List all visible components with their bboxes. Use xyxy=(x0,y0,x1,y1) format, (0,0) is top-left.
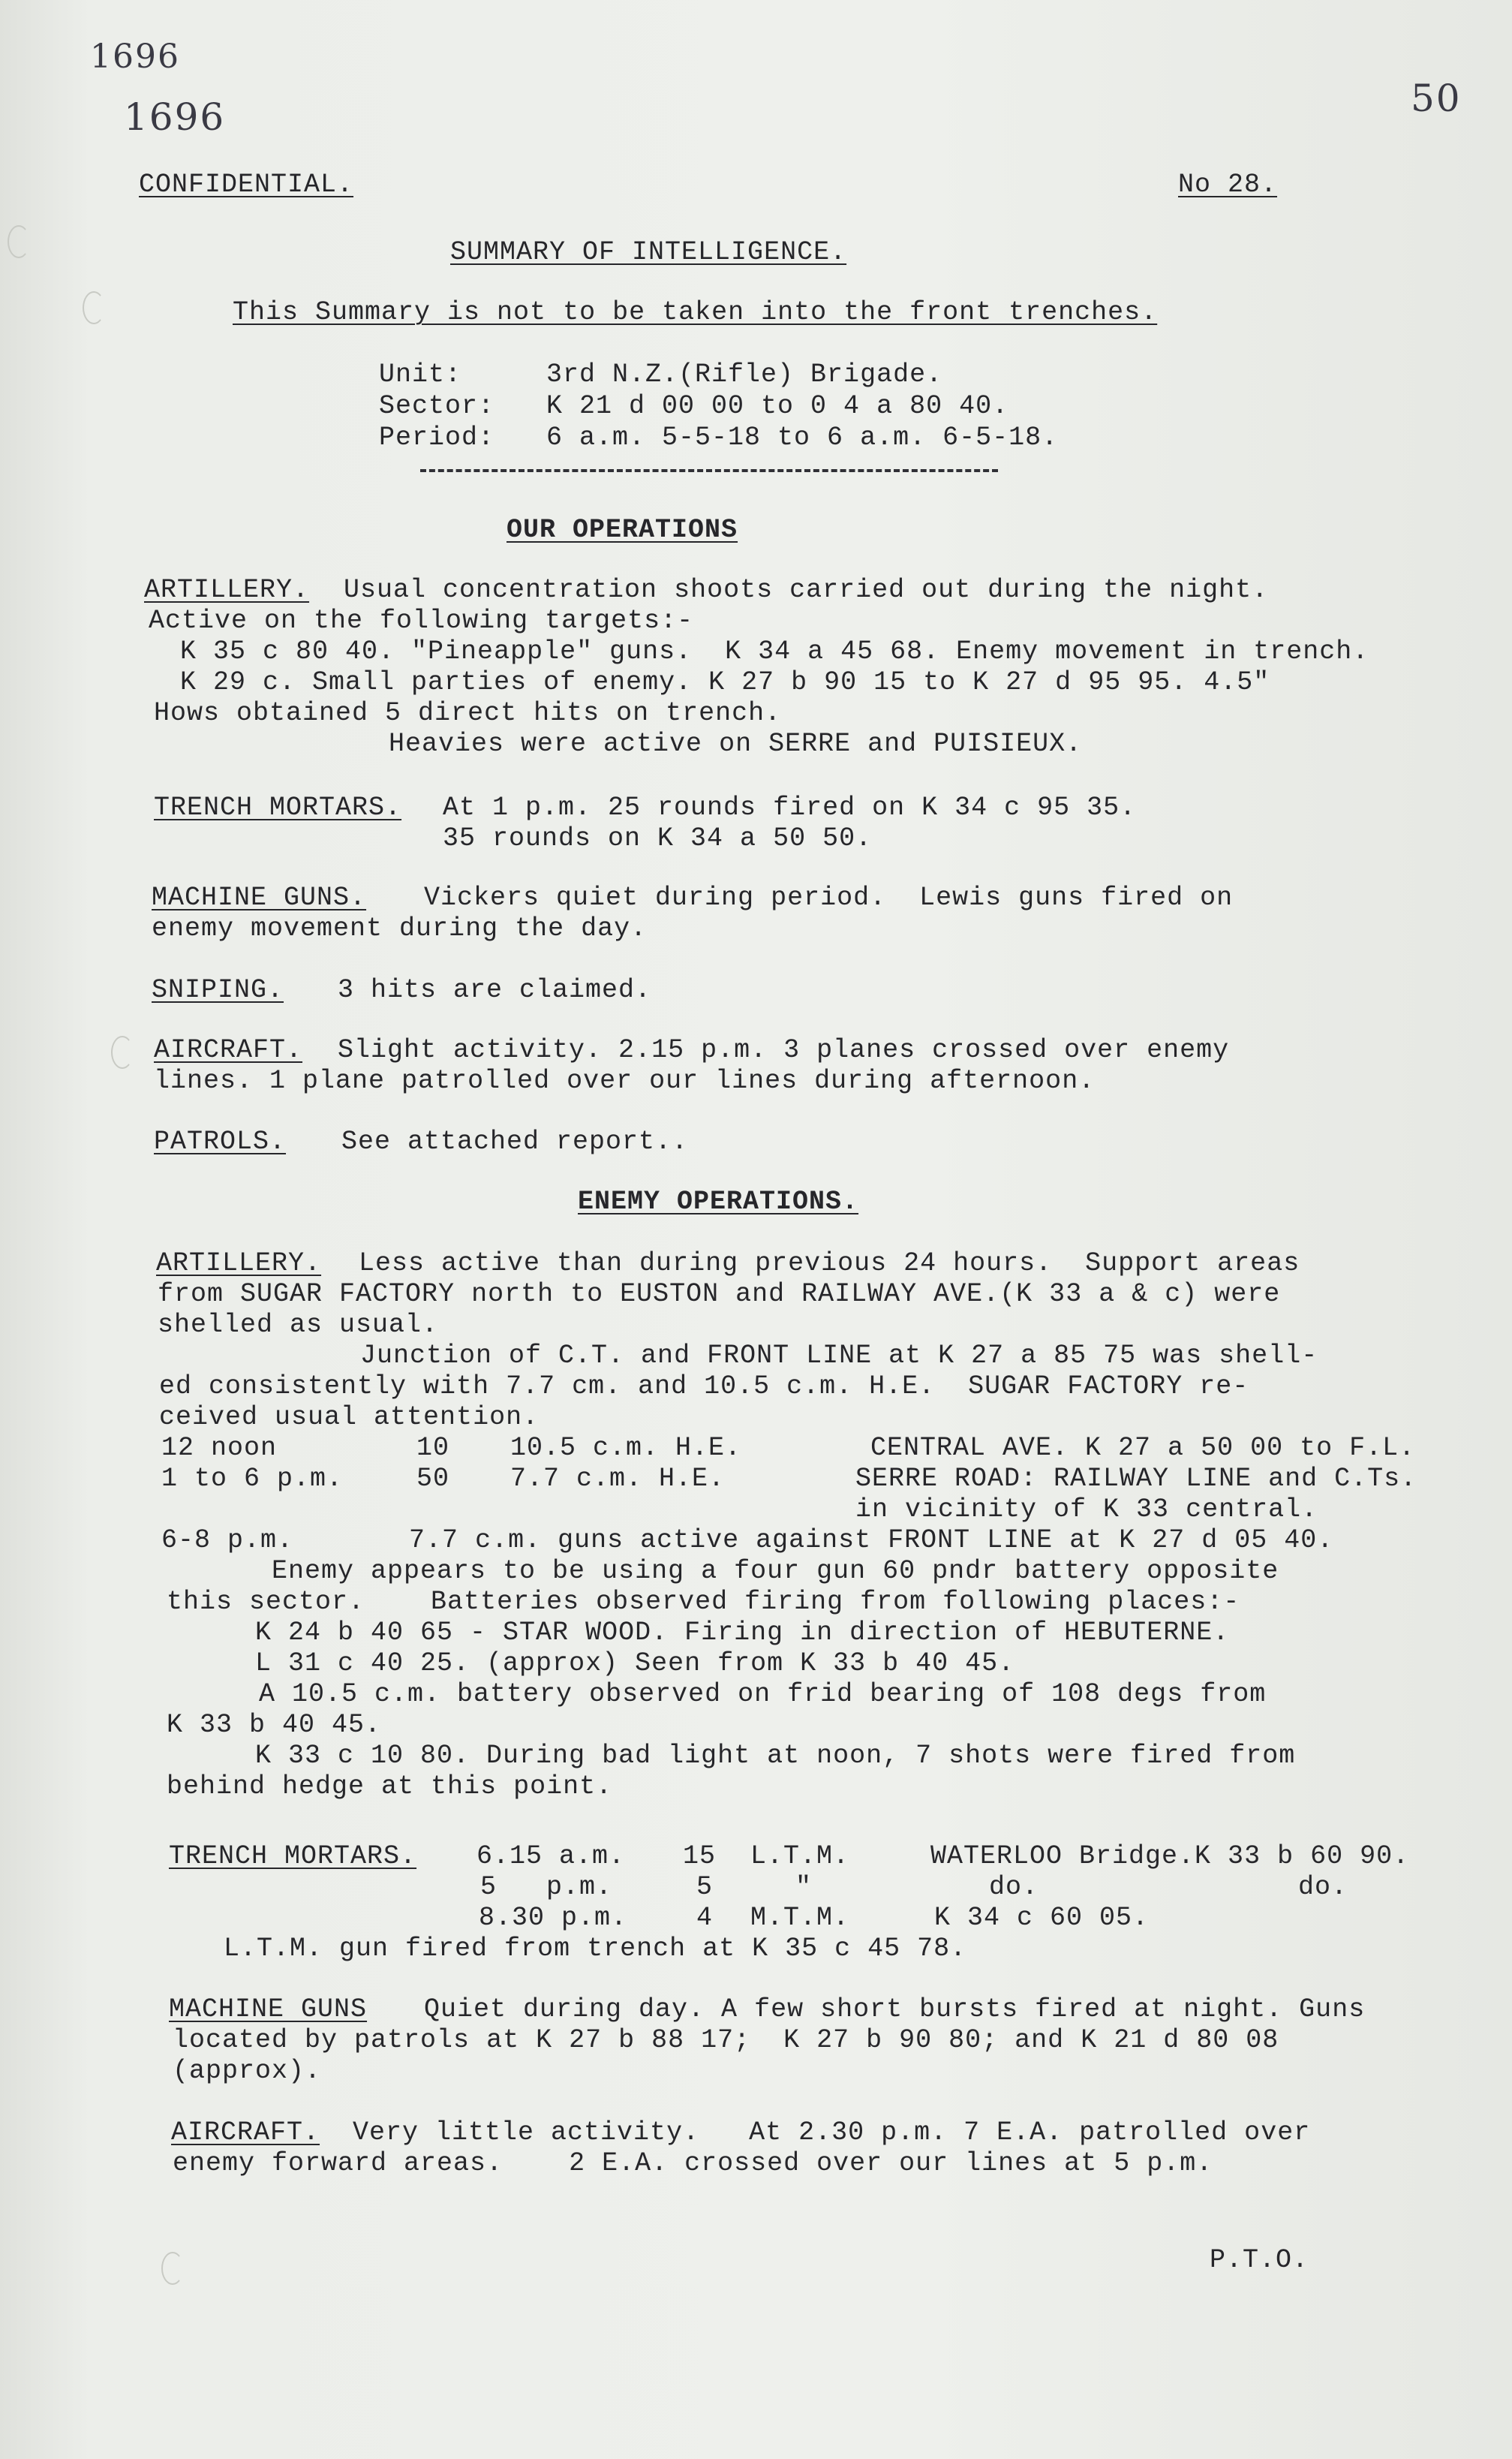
text-line: from SUGAR FACTORY north to EUSTON and RAILWAY AVE.(K 33 a & c) were xyxy=(158,1279,1281,1309)
text-line: behind hedge at this point. xyxy=(167,1771,613,1801)
period-label: Period: xyxy=(379,423,495,453)
text-line: 6-8 p.m. 7.7 c.m. guns active against FRONT LINE at K 27 d 05 40. xyxy=(161,1525,1334,1555)
sector-label: Sector: xyxy=(379,391,495,421)
text-line: (approx). xyxy=(173,2056,322,2086)
punch-hole xyxy=(161,2252,184,2285)
text-line: enemy movement during the day. xyxy=(152,913,648,944)
our-aircraft-label: AIRCRAFT. xyxy=(154,1035,303,1065)
text-line: K 29 c. Small parties of enemy. K 27 b 90 15 to K 27 d 95 95. 4.5" xyxy=(180,667,1270,697)
text-line: ed consistently with 7.7 cm. and 10.5 c.m. H.E. SUGAR FACTORY re- xyxy=(159,1371,1249,1401)
text-line: Usual concentration shoots carried out during the night. xyxy=(344,575,1269,605)
document-title: SUMMARY OF INTELLIGENCE. xyxy=(450,237,847,267)
text-line: 35 rounds on K 34 a 50 50. xyxy=(443,823,873,853)
our-artillery-label: ARTILLERY. xyxy=(144,575,310,605)
shelling-time: 1 to 6 p.m. xyxy=(161,1464,344,1494)
text-line: Very little activity. At 2.30 p.m. 7 E.A. patrolled over xyxy=(353,2117,1311,2147)
our-patrols-label: PATROLS. xyxy=(154,1127,287,1157)
tm-time: 5 p.m. xyxy=(480,1872,613,1902)
tm-extra: do. xyxy=(1298,1872,1348,1902)
archive-number: 1696 xyxy=(124,95,226,139)
enemy-trench-mortars-label: TRENCH MORTARS. xyxy=(169,1841,417,1871)
text-line: 3 hits are claimed. xyxy=(338,975,652,1005)
our-operations-heading: OUR OPERATIONS xyxy=(507,515,738,545)
tm-type: " xyxy=(795,1872,813,1902)
text-line: Active on the following targets:- xyxy=(149,606,694,636)
enemy-operations-heading: ENEMY OPERATIONS. xyxy=(578,1187,859,1217)
enemy-artillery-label: ARTILLERY. xyxy=(156,1248,322,1278)
tm-time: 8.30 p.m. xyxy=(479,1903,628,1933)
text-line: K 35 c 80 40. "Pineapple" guns. K 34 a 45 68. Enemy movement in trench. xyxy=(180,637,1369,667)
text-line: K 33 b 40 45. xyxy=(167,1710,382,1740)
summary-number: No 28. xyxy=(1178,170,1278,200)
tm-target: do. xyxy=(989,1872,1039,1902)
enemy-machine-guns-label: MACHINE GUNS xyxy=(169,1994,368,2024)
text-line: Quiet during day. A few short bursts fired at night. Guns xyxy=(424,1994,1366,2024)
shelling-target: SERRE ROAD: RAILWAY LINE and C.Ts. xyxy=(855,1464,1417,1494)
text-line: See attached report.. xyxy=(341,1127,689,1157)
shelling-target: in vicinity of K 33 central. xyxy=(855,1494,1318,1524)
shelling-time: 12 noon xyxy=(161,1433,278,1463)
text-line: L 31 c 40 25. (approx) Seen from K 33 b 40 45. xyxy=(255,1648,1015,1678)
shelling-rounds: 10 xyxy=(416,1433,450,1463)
text-line: K 24 b 40 65 - STAR WOOD. Firing in direction of HEBUTERNE. xyxy=(255,1618,1230,1648)
tm-target: WATERLOO Bridge.K 33 b 60 90. xyxy=(930,1841,1410,1871)
text-line: Less active than during previous 24 hours. Support areas xyxy=(359,1248,1300,1278)
tm-time: 6.15 a.m. xyxy=(476,1841,626,1871)
tm-type: L.T.M. xyxy=(750,1841,850,1871)
warning-notice: This Summary is not to be taken into the front trenches. xyxy=(233,297,1158,327)
punch-hole xyxy=(83,291,105,324)
text-line: ceived usual attention. xyxy=(159,1402,540,1432)
please-turn-over: P.T.O. xyxy=(1210,2245,1309,2275)
tm-rounds: 5 xyxy=(696,1872,714,1902)
text-line: this sector. Batteries observed firing from following places:- xyxy=(167,1587,1240,1617)
text-line: located by patrols at K 27 b 88 17; K 27 b 90 80; and K 21 d 80 08 xyxy=(173,2025,1279,2055)
text-line: K 33 c 10 80. During bad light at noon, 7 shots were fired from xyxy=(255,1741,1296,1771)
archive-number-faint: 1696 xyxy=(90,38,180,76)
sector-value: K 21 d 00 00 to 0 4 a 80 40. xyxy=(546,391,1009,421)
classification-label: CONFIDENTIAL. xyxy=(139,170,354,200)
text-line: Slight activity. 2.15 p.m. 3 planes crossed over enemy xyxy=(338,1035,1230,1065)
text-line: At 1 p.m. 25 rounds fired on K 34 c 95 35. xyxy=(443,793,1137,823)
text-line: enemy forward areas. 2 E.A. crossed over our lines at 5 p.m. xyxy=(173,2148,1213,2178)
tm-target: K 34 c 60 05. xyxy=(934,1903,1150,1933)
text-line: L.T.M. gun fired from trench at K 35 c 45 78. xyxy=(224,1934,967,1964)
shelling-target: CENTRAL AVE. K 27 a 50 00 to F.L. xyxy=(870,1433,1416,1463)
our-sniping-label: SNIPING. xyxy=(152,975,284,1005)
shelling-type: 7.7 c.m. H.E. xyxy=(510,1464,726,1494)
text-line: Enemy appears to be using a four gun 60 pndr battery opposite xyxy=(272,1556,1279,1586)
tm-type: M.T.M. xyxy=(750,1903,850,1933)
shelling-type: 10.5 c.m. H.E. xyxy=(510,1433,742,1463)
text-line: Junction of C.T. and FRONT LINE at K 27 a 85 75 was shell- xyxy=(360,1341,1318,1371)
shelling-rounds: 50 xyxy=(416,1464,450,1494)
our-trench-mortars-label: TRENCH MORTARS. xyxy=(154,793,402,823)
punch-hole xyxy=(111,1036,134,1069)
our-machine-guns-label: MACHINE GUNS. xyxy=(152,883,367,913)
text-line: lines. 1 plane patrolled over our lines during afternoon. xyxy=(154,1066,1096,1096)
text-line: Hows obtained 5 direct hits on trench. xyxy=(154,698,782,728)
unit-label: Unit: xyxy=(379,360,462,390)
text-line: A 10.5 c.m. battery observed on frid bearing of 108 degs from xyxy=(259,1679,1267,1709)
tm-rounds: 4 xyxy=(696,1903,714,1933)
text-line: shelled as usual. xyxy=(158,1310,439,1340)
text-line: Vickers quiet during period. Lewis guns fired on xyxy=(424,883,1234,913)
enemy-aircraft-label: AIRCRAFT. xyxy=(171,2117,320,2147)
tm-rounds: 15 xyxy=(683,1841,717,1871)
unit-value: 3rd N.Z.(Rifle) Brigade. xyxy=(546,360,943,390)
page-number: 50 xyxy=(1411,77,1462,120)
period-value: 6 a.m. 5-5-18 to 6 a.m. 6-5-18. xyxy=(546,423,1059,453)
separator-line xyxy=(420,469,998,472)
punch-hole xyxy=(8,225,30,258)
text-line: Heavies were active on SERRE and PUISIEUX. xyxy=(389,729,1083,759)
